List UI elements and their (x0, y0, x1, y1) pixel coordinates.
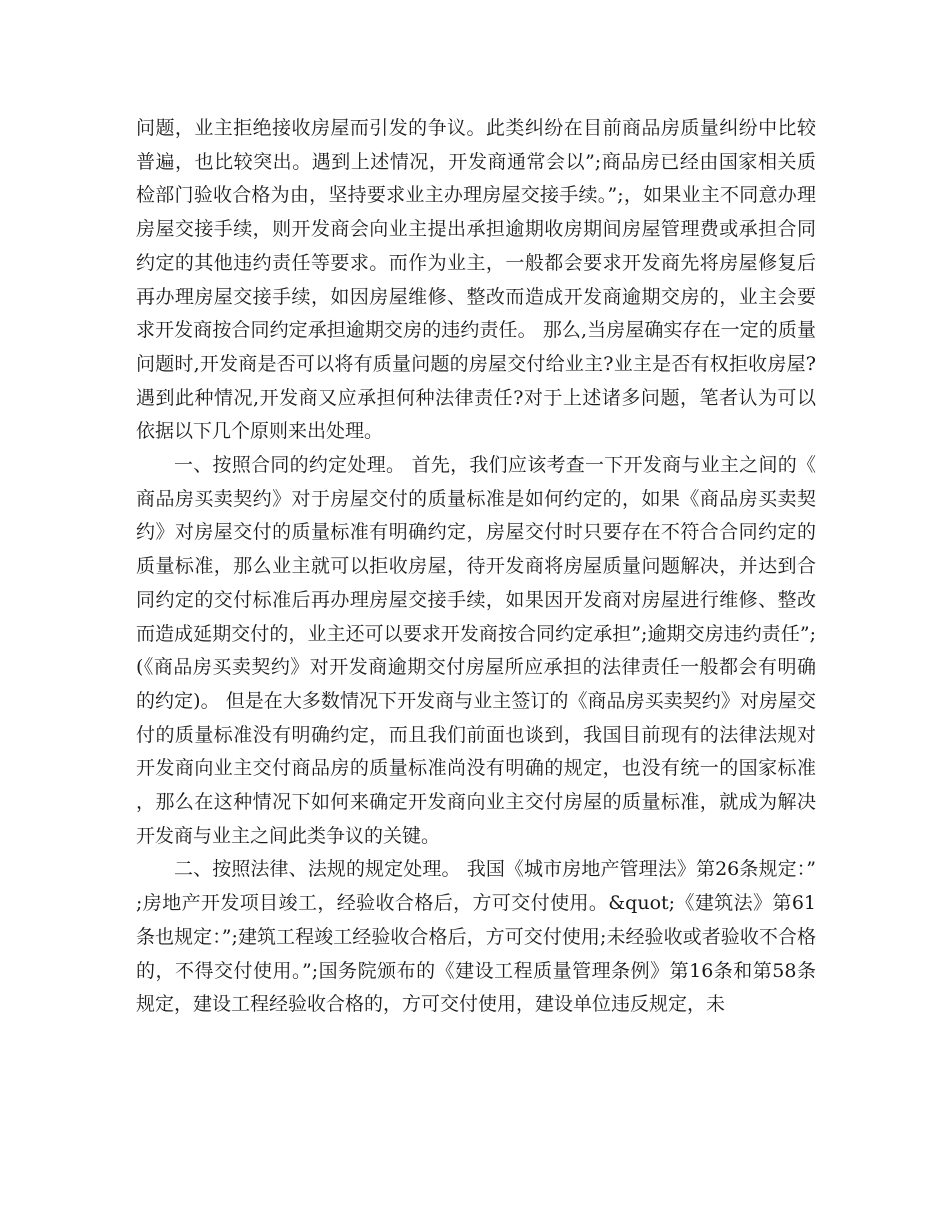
document-body (136, 112, 816, 1022)
paragraph-3: 二、按照法律、法规的规定处理。 我国《城市房地产管理法》第26条规定：”;房地产开发项目竣工，经验收合格后，方可交付使用。&quot;《建筑法》第61条也规定：”;建筑工程竣工经验收合格后，方可交付使用;未经验收或者验收不合格的，不得交付使用。”;国务院颁布的《建设工程质量管理条例》第16条和第58条规定，建设工程经验收合格的，方可交付使用，建设单位违反规定，未 (136, 858, 816, 1016)
paragraph-2: 一、按照合同的约定处理。 首先，我们应该考查一下开发商与业主之间的《商品房买卖契约》对于房屋交付的质量标准是如何约定的，如果《商品房买卖契约》对房屋交付的质量标准有明确约定，房屋交付时只要存在不符合合同约定的质量标准，那么业主就可以拒收房屋，待开发商将房屋质量问题解决，并达到合同约定的交付标准后再办理房屋交接手续，如果因开发商对房屋进行维修、整改而造成延期交付的，业主还可以要求开发商按合同约定承担”;逾期交房违约责任”;(《商品房买卖契约》对开发商逾期交付房屋所应承担的法律责任一般都会有明确的约定)。 但是在大多数情况下开发商与业主签订的《商品房买卖契约》对房屋交付的质量标准没有明确约定，而且我们前面也谈到，我国目前现有的法律法规对开发商向业主交付商品房的质量标准尚没有明确的规定，也没有统一的国家标准，那么在这种情况下如何来确定开发商向业主交付房屋的质量标准，就成为解决开发商与业主之间此类争议的关键。 (136, 454, 816, 847)
paragraph-1: 问题，业主拒绝接收房屋而引发的争议。此类纠纷在目前商品房质量纠纷中比较普遍，也比较突出。遇到上述情况，开发商通常会以”;商品房已经由国家相关质检部门验收合格为由，坚持要求业主办理房屋交接手续。”;，如果业主不同意办理房屋交接手续，则开发商会向业主提出承担逾期收房期间房屋管理费或承担合同约定的其他违约责任等要求。而作为业主，一般都会要求开发商先将房屋修复后再办理房屋交接手续，如因房屋维修、整改而造成开发商逾期交房的，业主会要求开发商按合同约定承担逾期交房的违约责任。 那么,当房屋确实存在一定的质量问题时,开发商是否可以将有质量问题的房屋交付给业主?业主是否有权拒收房屋?遇到此种情况,开发商又应承担何种法律责任?对于上述诸多问题，笔者认为可以依据以下几个原则来出处理。 (136, 117, 816, 443)
